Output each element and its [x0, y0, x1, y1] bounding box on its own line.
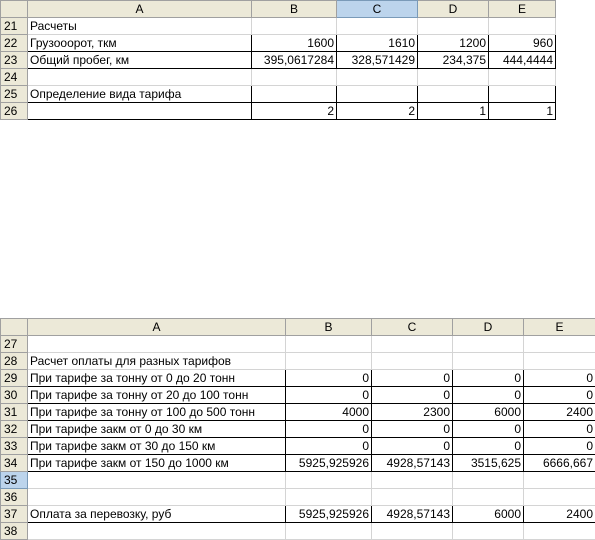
cell-a29[interactable]: При тарифе за тонну от 0 до 20 тонн: [28, 370, 286, 387]
row-header[interactable]: 32: [1, 421, 28, 438]
cell-c35[interactable]: [372, 472, 453, 489]
column-header-row: [1, 319, 595, 336]
table-row: [1, 103, 556, 120]
cell-c38[interactable]: [372, 523, 453, 540]
cell-b30[interactable]: 0: [286, 387, 372, 404]
column-header-a[interactable]: A: [28, 1, 252, 18]
table-row: [1, 35, 556, 52]
cell-b26[interactable]: 2: [252, 103, 337, 120]
cell-a26[interactable]: [28, 103, 252, 120]
table-row: [1, 336, 595, 353]
cell-c33[interactable]: 0: [372, 438, 453, 455]
table-row: [1, 438, 595, 455]
cell-e29[interactable]: 0: [524, 370, 595, 387]
cell-e24[interactable]: [489, 69, 556, 86]
cell-c30[interactable]: 0: [372, 387, 453, 404]
cell-a24[interactable]: [28, 69, 252, 86]
column-header-a[interactable]: A: [28, 319, 286, 336]
cell-d25[interactable]: [418, 86, 489, 103]
cell-b35[interactable]: [286, 472, 372, 489]
cell-d27[interactable]: [453, 336, 524, 353]
cell-d22[interactable]: 1200: [418, 35, 489, 52]
row-header[interactable]: 22: [1, 35, 28, 52]
table-row: [1, 404, 595, 421]
cell-c32[interactable]: 0: [372, 421, 453, 438]
cell-d38[interactable]: [453, 523, 524, 540]
row-header[interactable]: 33: [1, 438, 28, 455]
cell-a33[interactable]: При тарифе закм от 30 до 150 км: [28, 438, 286, 455]
cell-d21[interactable]: [418, 18, 489, 35]
table-row: [1, 387, 595, 404]
column-header-d[interactable]: D: [453, 319, 524, 336]
cell-c24[interactable]: [337, 69, 418, 86]
spreadsheet-top: [0, 0, 556, 137]
table-row: [1, 69, 556, 86]
select-all-corner[interactable]: [1, 1, 28, 18]
cell-a37[interactable]: Оплата за перевозку, руб: [28, 506, 286, 523]
cell-a25[interactable]: Определение вида тарифа: [28, 86, 252, 103]
cell-a38[interactable]: [28, 523, 286, 540]
column-header-d[interactable]: D: [418, 1, 489, 18]
cell-c23[interactable]: 328,571429: [337, 52, 418, 69]
table-row: [1, 86, 556, 103]
column-header-c[interactable]: C: [372, 319, 453, 336]
cell-b33[interactable]: 0: [286, 438, 372, 455]
cell-a21[interactable]: Расчеты: [28, 18, 252, 35]
cell-c26[interactable]: 2: [337, 103, 418, 120]
row-header[interactable]: 23: [1, 52, 28, 69]
cell-b36[interactable]: [286, 489, 372, 506]
cell-a34[interactable]: При тарифе закм от 150 до 1000 км: [28, 455, 286, 472]
table-row: [1, 489, 595, 506]
cell-a30[interactable]: При тарифе за тонну от 20 до 100 тонн: [28, 387, 286, 404]
column-header-e[interactable]: E: [524, 319, 595, 336]
cell-b23[interactable]: 395,0617284: [252, 52, 337, 69]
column-header-row: [1, 1, 556, 18]
cell-c34[interactable]: 4928,57143: [372, 455, 453, 472]
cell-a23[interactable]: Общий пробег, км: [28, 52, 252, 69]
sheet1-cutoff: [0, 120, 595, 320]
cell-b25[interactable]: [252, 86, 337, 103]
cell-a36[interactable]: [28, 489, 286, 506]
cell-e36[interactable]: [524, 489, 595, 506]
table-row: [1, 52, 556, 69]
cell-d29[interactable]: 0: [453, 370, 524, 387]
cell-c31[interactable]: 2300: [372, 404, 453, 421]
row-header[interactable]: 30: [1, 387, 28, 404]
cell-b22[interactable]: 1600: [252, 35, 337, 52]
cell-b21[interactable]: [252, 18, 337, 35]
row-header[interactable]: 25: [1, 86, 28, 103]
cell-e22[interactable]: 960: [489, 35, 556, 52]
cell-b34[interactable]: 5925,925926: [286, 455, 372, 472]
cell-e31[interactable]: 2400: [524, 404, 595, 421]
cell-e21[interactable]: [489, 18, 556, 35]
cell-e38[interactable]: [524, 523, 595, 540]
spreadsheet-bottom: [0, 318, 595, 540]
table-row: [1, 523, 595, 540]
cell-c28[interactable]: [372, 353, 453, 370]
cell-d26[interactable]: 1: [418, 103, 489, 120]
cell-b31[interactable]: 4000: [286, 404, 372, 421]
cell-d35[interactable]: [453, 472, 524, 489]
cell-a27[interactable]: [28, 336, 286, 353]
row-header-selected[interactable]: 35: [1, 472, 28, 489]
cell-b27[interactable]: [286, 336, 372, 353]
row-header[interactable]: 29: [1, 370, 28, 387]
cell-e23[interactable]: 444,4444: [489, 52, 556, 69]
cell-d36[interactable]: [453, 489, 524, 506]
table-row: [1, 370, 595, 387]
cell-b38[interactable]: [286, 523, 372, 540]
cell-a35[interactable]: [28, 472, 286, 489]
cell-b32[interactable]: 0: [286, 421, 372, 438]
cell-d33[interactable]: 0: [453, 438, 524, 455]
cell-c29[interactable]: 0: [372, 370, 453, 387]
cell-c22[interactable]: 1610: [337, 35, 418, 52]
cell-e27[interactable]: [524, 336, 595, 353]
cell-b28[interactable]: [286, 353, 372, 370]
cell-a22[interactable]: Грузооорот, ткм: [28, 35, 252, 52]
cell-e28[interactable]: [524, 353, 595, 370]
cell-e34[interactable]: 6666,667: [524, 455, 595, 472]
row-header[interactable]: 36: [1, 489, 28, 506]
table-row: [1, 455, 595, 472]
cell-e30[interactable]: 0: [524, 387, 595, 404]
cell-c27[interactable]: [372, 336, 453, 353]
row-header[interactable]: 26: [1, 103, 28, 120]
column-header-c-selected[interactable]: C: [337, 1, 418, 18]
table-row: [1, 421, 595, 438]
cell-e35[interactable]: [524, 472, 595, 489]
select-all-corner[interactable]: [1, 319, 28, 336]
column-header-b[interactable]: B: [252, 1, 337, 18]
cell-a28[interactable]: Расчет оплаты для разных тарифов: [28, 353, 286, 370]
table-row: [1, 18, 556, 35]
cell-e33[interactable]: 0: [524, 438, 595, 455]
cell-d34[interactable]: 3515,625: [453, 455, 524, 472]
cell-b37[interactable]: 5925,925926: [286, 506, 372, 523]
cell-e37[interactable]: 2400: [524, 506, 595, 523]
cell-d28[interactable]: [453, 353, 524, 370]
row-header[interactable]: 34: [1, 455, 28, 472]
cell-d32[interactable]: 0: [453, 421, 524, 438]
cell-d23[interactable]: 234,375: [418, 52, 489, 69]
cell-e25[interactable]: [489, 86, 556, 103]
cell-e26[interactable]: 1: [489, 103, 556, 120]
row-header[interactable]: 24: [1, 69, 28, 86]
row-header[interactable]: 38: [1, 523, 28, 540]
table-row: [1, 353, 595, 370]
row-header[interactable]: 37: [1, 506, 28, 523]
column-header-e[interactable]: E: [489, 1, 556, 18]
cell-a32[interactable]: При тарифе закм от 0 до 30 км: [28, 421, 286, 438]
cell-d31[interactable]: 6000: [453, 404, 524, 421]
row-header[interactable]: 27: [1, 336, 28, 353]
cell-d37[interactable]: 6000: [453, 506, 524, 523]
column-header-b[interactable]: B: [286, 319, 372, 336]
cell-c25[interactable]: [337, 86, 418, 103]
cell-c36[interactable]: [372, 489, 453, 506]
cell-c37[interactable]: 4928,57143: [372, 506, 453, 523]
cell-c21[interactable]: [337, 18, 418, 35]
row-header[interactable]: 21: [1, 18, 28, 35]
cell-b24[interactable]: [252, 69, 337, 86]
row-header[interactable]: 31: [1, 404, 28, 421]
cell-e32[interactable]: 0: [524, 421, 595, 438]
cell-d24[interactable]: [418, 69, 489, 86]
cell-b29[interactable]: 0: [286, 370, 372, 387]
cell-d30[interactable]: 0: [453, 387, 524, 404]
table-row: [1, 506, 595, 523]
row-header[interactable]: 28: [1, 353, 28, 370]
cell-a31[interactable]: При тарифе за тонну от 100 до 500 тонн: [28, 404, 286, 421]
table-row: [1, 472, 595, 489]
